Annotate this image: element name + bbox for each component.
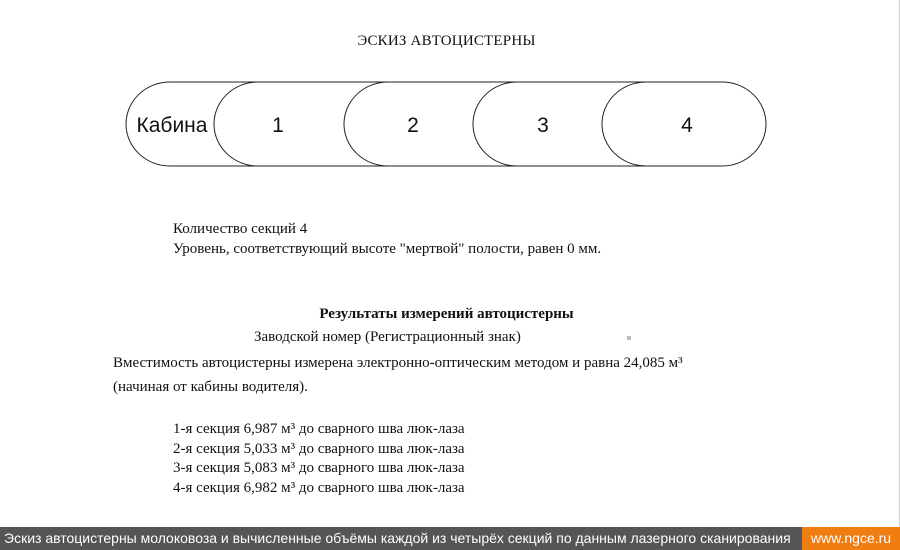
section-label-1: 1: [272, 114, 284, 137]
section-label-2: 2: [407, 114, 419, 137]
section-label-4: 4: [681, 114, 693, 137]
section-volume-4: 4-я секция 6,982 м³ до сварного шва люк-лаза: [173, 479, 465, 496]
section-divider-4: [602, 82, 646, 166]
section-count: Количество секций 4: [173, 221, 308, 237]
sketch-title: ЭСКИЗ АВТОЦИСТЕРНЫ: [357, 33, 536, 49]
cabin-label: Кабина: [136, 114, 208, 137]
plate-number-label: Заводской номер (Регистрационный знак): [254, 329, 521, 345]
tank-outline: [126, 82, 766, 166]
section-volumes: [173, 420, 465, 498]
caption-text: Эскиз автоцистерны молоковоза и вычисленные объёмы каждой из четырёх секций по данным лазерного сканирования: [4, 530, 791, 546]
tank-sketch: [0, 0, 900, 200]
section-divider-1: [214, 82, 258, 166]
dead-level: Уровень, соответствующий высоте "мертвой" полости, равен 0 мм.: [173, 241, 602, 257]
site-link[interactable]: www.ngce.ru: [802, 527, 900, 550]
section-volume-3: 3-я секция 5,083 м³ до сварного шва люк-лаза: [173, 460, 465, 476]
caption-bar: [0, 527, 900, 550]
section-volume-2: 2-я секция 5,033 м³ до сварного шва люк-лаза: [173, 440, 465, 457]
plate-dot: [627, 336, 631, 340]
tank-info: [173, 219, 601, 259]
capacity-line-1: Вместимость автоцистерны измерена электронно-оптическим методом и равна 24,085 м³: [113, 355, 683, 371]
section-volume-1: 1-я секция 6,987 м³ до сварного шва люк-лаза: [173, 421, 465, 437]
capacity-line-2: (начиная от кабины водителя).: [113, 379, 308, 395]
capacity-text: [113, 351, 683, 399]
section-label-3: 3: [537, 114, 549, 137]
section-divider-2: [344, 82, 388, 166]
section-divider-3: [473, 82, 517, 166]
results-title: Результаты измерений автоцистерны: [319, 306, 574, 322]
